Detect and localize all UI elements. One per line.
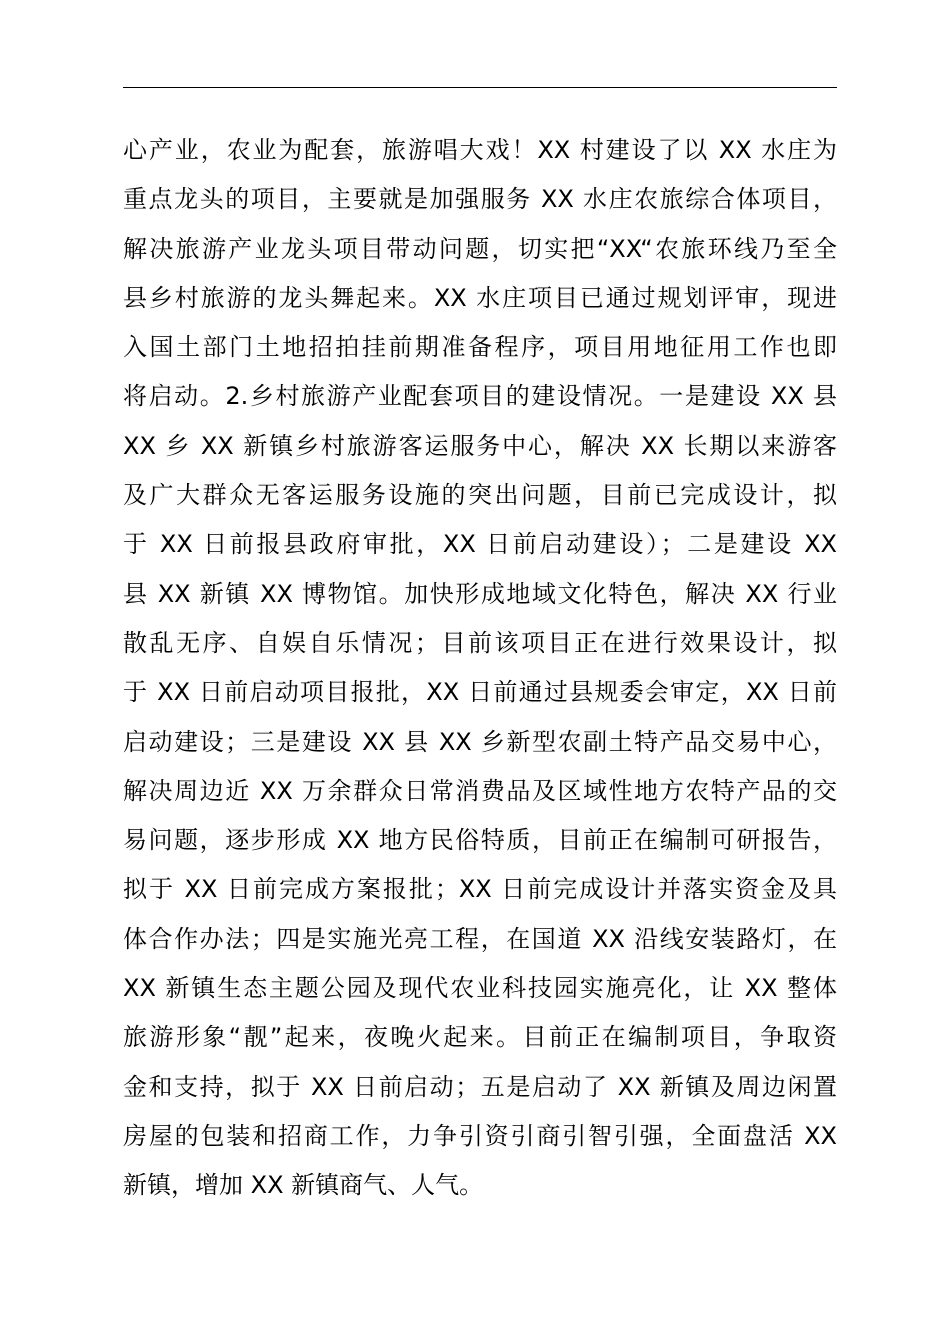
body-paragraph [123,126,837,1211]
text-line: 入国土部门土地招拍挂前期准备程序，项目用地征用工作也即 [123,333,837,362]
text-line: 新镇，增加 XX 新镇商气、人气。 [123,1171,484,1200]
text-line: 心产业，农业为配套，旅游唱大戏！XX 村建设了以 XX 水庄为 [123,136,837,164]
text-line: 解决周边近 XX 万余群众日常消费品及区域性地方农特产品的交 [123,776,837,805]
text-line: XX 新镇生态主题公园及现代农业科技园实施亮化，让 XX 整体 [123,974,837,1003]
text-line: 散乱无序、自娱自乐情况；目前该项目正在进行效果设计，拟 [123,628,837,657]
text-line: 将启动。2.乡村旅游产业配套项目的建设情况。一是建设 XX 县 [123,382,837,411]
text-line: 体合作办法；四是实施光亮工程，在国道 XX 沿线安装路灯，在 [123,924,837,953]
text-line: 于 XX 日前报县政府审批，XX 日前启动建设）；二是建设 XX [123,530,837,559]
text-line: 及广大群众无客运服务设施的突出问题，目前已完成设计，拟 [123,481,837,510]
text-line: 县 XX 新镇 XX 博物馆。加快形成地域文化特色，解决 XX 行业 [123,579,837,608]
text-line: 重点龙头的项目，主要就是加强服务 XX 水庄农旅综合体项目， [123,185,837,214]
text-line: XX 乡 XX 新镇乡村旅游客运服务中心，解决 XX 长期以来游客 [123,431,837,460]
text-line: 解决旅游产业龙头项目带动问题，切实把“XX“农旅环线乃至全 [123,234,837,263]
text-line: 房屋的包装和招商工作，力争引资引商引智引强，全面盘活 XX [123,1121,837,1150]
text-line: 于 XX 日前启动项目报批，XX 日前通过县规委会审定，XX 日前 [123,678,837,707]
text-line: 启动建设；三是建设 XX 县 XX 乡新型农副土特产品交易中心， [123,727,837,756]
text-line: 金和支持，拟于 XX 日前启动；五是启动了 XX 新镇及周边闲置 [123,1072,837,1101]
text-line: 易问题，逐步形成 XX 地方民俗特质，目前正在编制可研报告， [123,826,837,855]
text-line: 县乡村旅游的龙头舞起来。XX 水庄项目已通过规划评审，现进 [123,283,837,312]
header-rule [123,87,837,88]
text-line: 旅游形象“靓”起来，夜晚火起来。目前正在编制项目，争取资 [123,1023,837,1052]
text-line: 拟于 XX 日前完成方案报批；XX 日前完成设计并落实资金及具 [123,875,837,904]
